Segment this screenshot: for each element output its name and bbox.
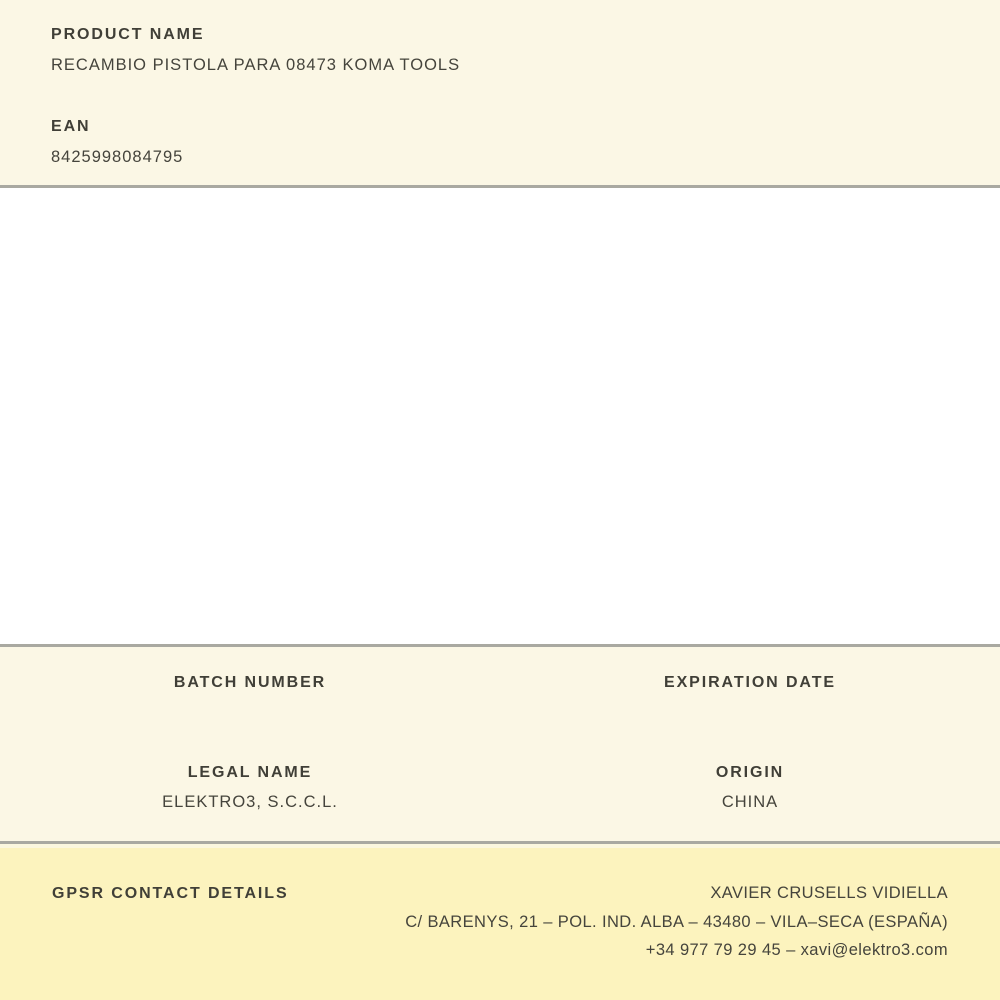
gpsr-contact-person: XAVIER CRUSELLS VIDIELLA xyxy=(710,884,948,902)
meta-column-left xyxy=(0,675,500,841)
origin-value: CHINA xyxy=(721,793,779,811)
legal-name-label: LEGAL NAME xyxy=(187,764,313,781)
gpsr-contact-phone-email: +34 977 79 29 45 – xavi@elektro3.com xyxy=(645,941,948,959)
ean-field xyxy=(51,119,949,166)
gpsr-contact-details-label: GPSR CONTACT DETAILS xyxy=(52,885,289,902)
product-name-value: RECAMBIO PISTOLA PARA 08473 KOMA TOOLS xyxy=(51,56,461,74)
batch-number-label: BATCH NUMBER xyxy=(173,674,327,691)
product-image-area xyxy=(0,188,1000,644)
product-name-label: PRODUCT NAME xyxy=(51,26,205,43)
gpsr-contact-section xyxy=(0,844,1000,1000)
expiration-date-label: EXPIRATION DATE xyxy=(664,674,836,691)
gpsr-contact-info xyxy=(405,879,948,965)
gpsr-contact-address: C/ BARENYS, 21 – POL. IND. ALBA – 43480 – VILA–SECA (ESPAÑA) xyxy=(405,912,948,931)
product-name-field xyxy=(51,27,949,74)
origin-label: ORIGIN xyxy=(715,764,785,781)
ean-label: EAN xyxy=(51,118,91,135)
meta-column-right xyxy=(500,675,1000,841)
ean-value: 8425998084795 xyxy=(51,148,184,166)
product-header-section xyxy=(0,0,1000,185)
product-meta-section xyxy=(0,647,1000,841)
legal-name-value: ELEKTRO3, S.C.C.L. xyxy=(162,793,338,811)
